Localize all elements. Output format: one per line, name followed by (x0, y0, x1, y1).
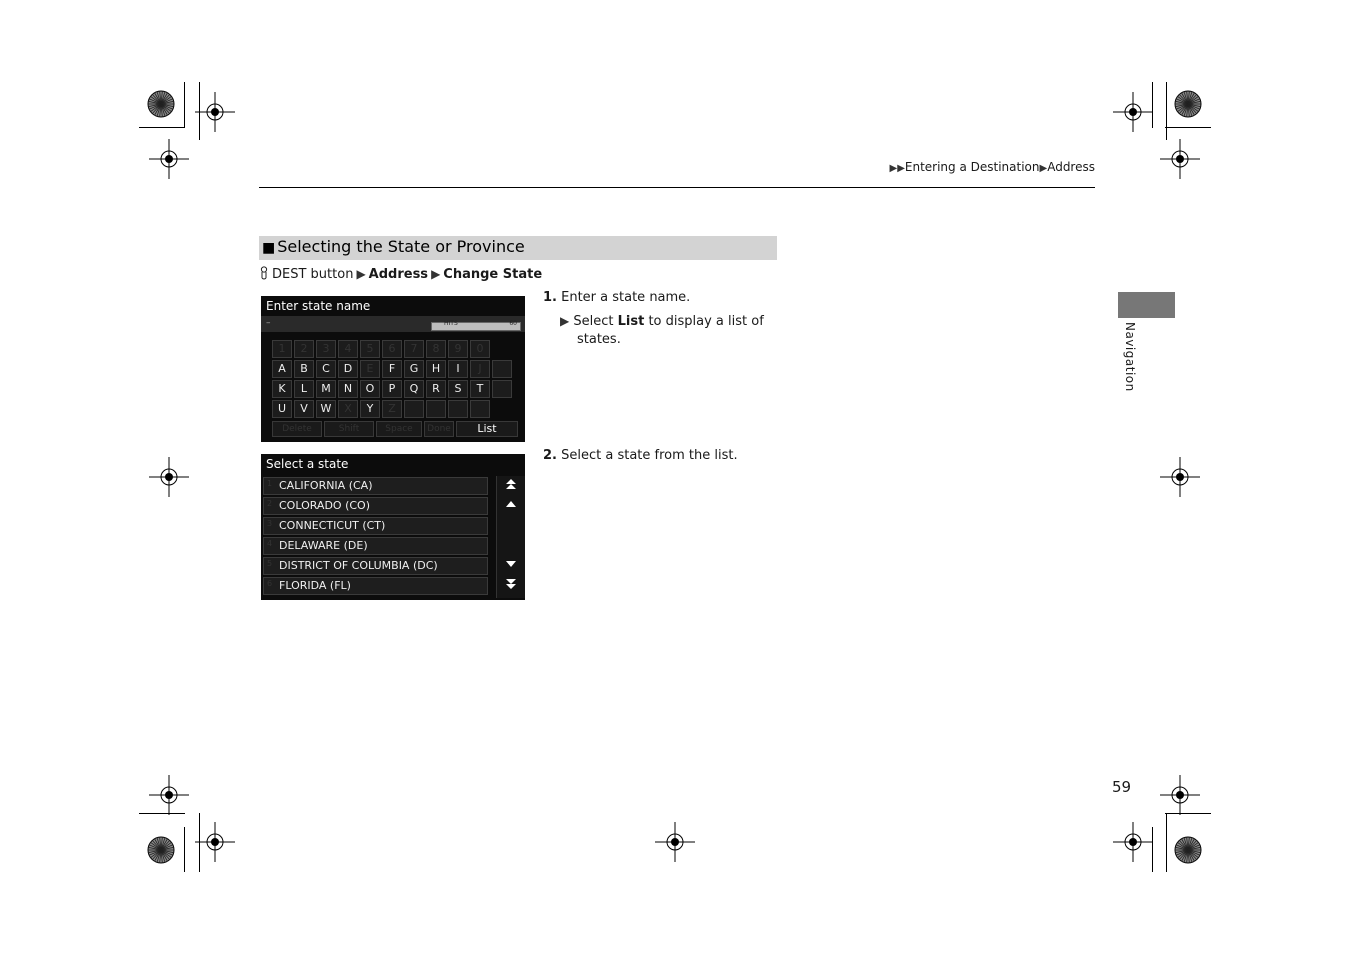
letter-key[interactable]: I (448, 360, 468, 378)
keyboard-screenshot (261, 296, 525, 442)
step-1 (543, 290, 690, 305)
letter-key[interactable]: V (294, 400, 314, 418)
letter-key[interactable]: U (272, 400, 292, 418)
hits-count: 60 (509, 320, 517, 327)
letter-key (426, 400, 446, 418)
letter-key (404, 400, 424, 418)
state-list-item-name: DELAWARE (DE) (279, 539, 368, 552)
crop-line (139, 813, 185, 814)
letter-key[interactable]: T (470, 380, 490, 398)
substep-bold: List (617, 314, 645, 329)
step-1-number: 1. (543, 290, 557, 305)
crop-line (1166, 813, 1167, 872)
crop-line (199, 813, 200, 872)
number-key: 0 (470, 340, 490, 358)
section-tab-label: Navigation (1123, 322, 1137, 392)
path-item-change-state: Change State (443, 267, 543, 282)
substep-post: to display a list of (644, 314, 764, 329)
state-list-item-number: 3 (267, 519, 273, 528)
state-list-item-name: CALIFORNIA (CA) (279, 479, 373, 492)
letter-key[interactable]: H (426, 360, 446, 378)
registration-mark-icon (195, 92, 235, 132)
letter-key[interactable]: F (382, 360, 402, 378)
state-list-item-number: 2 (267, 499, 273, 508)
state-list-item[interactable] (263, 537, 488, 555)
crop-line (199, 82, 200, 140)
registration-mark-icon (1160, 139, 1200, 179)
crop-line (139, 127, 185, 128)
letter-key[interactable]: M (316, 380, 336, 398)
path-arrow-icon: ▶ (431, 267, 441, 281)
function-key: Done (424, 421, 454, 437)
breadcrumb (700, 160, 1095, 174)
down-arrow-icon[interactable] (499, 558, 523, 576)
crop-line (184, 827, 185, 872)
path-arrow-icon: ▶ (356, 267, 366, 281)
number-key: 9 (448, 340, 468, 358)
letter-key: X (338, 400, 358, 418)
star-target-icon (146, 835, 176, 865)
letter-key[interactable]: B (294, 360, 314, 378)
letter-key[interactable]: G (404, 360, 424, 378)
state-list-item-name: COLORADO (CO) (279, 499, 371, 512)
breadcrumb-item-entering: Entering a Destination (904, 160, 1040, 174)
number-key: 5 (360, 340, 380, 358)
hits-label: HITS (444, 320, 458, 327)
input-cursor: – (266, 318, 271, 328)
letter-key[interactable]: Y (360, 400, 380, 418)
section-tab (1118, 292, 1175, 318)
number-key: 7 (404, 340, 424, 358)
state-list-item-number: 1 (267, 479, 273, 488)
step-2-text: Select a state from the list. (561, 448, 738, 463)
letter-key[interactable]: W (316, 400, 336, 418)
letter-key: E (360, 360, 380, 378)
letter-key (492, 380, 512, 398)
list-screen-title: Select a state (266, 457, 349, 471)
star-target-icon (146, 89, 176, 119)
state-list-item-number: 4 (267, 539, 273, 548)
crop-line (1165, 813, 1211, 814)
state-list-item-name: FLORIDA (FL) (279, 579, 351, 592)
letter-key (492, 360, 512, 378)
breadcrumb-sep-icon: ▶ (1039, 163, 1048, 174)
letter-key[interactable]: R (426, 380, 446, 398)
state-list-screenshot (261, 454, 525, 600)
state-list-item-name: CONNECTICUT (CT) (279, 519, 386, 532)
step-2 (543, 448, 738, 463)
letter-key[interactable]: A (272, 360, 292, 378)
state-list-item-name: DISTRICT OF COLUMBIA (DC) (279, 559, 438, 572)
square-bullet-icon: ■ (262, 240, 276, 256)
double-up-arrow-icon[interactable] (499, 478, 523, 496)
crop-line (184, 82, 185, 128)
keyboard-screen-title: Enter state name (266, 299, 371, 313)
state-list-item[interactable] (263, 577, 488, 595)
header-rule (259, 187, 1095, 188)
state-list-item-number: 5 (267, 559, 273, 568)
state-list-item[interactable] (263, 497, 488, 515)
letter-key[interactable]: S (448, 380, 468, 398)
path-start: DEST button (272, 267, 354, 282)
crop-line (1165, 127, 1211, 128)
registration-mark-icon (655, 822, 695, 862)
number-key: 2 (294, 340, 314, 358)
list-button[interactable]: List (456, 421, 518, 437)
step-2-number: 2. (543, 448, 557, 463)
breadcrumb-item-address: Address (1047, 160, 1095, 174)
letter-key (448, 400, 468, 418)
star-target-icon (1173, 835, 1203, 865)
letter-key[interactable]: L (294, 380, 314, 398)
crop-line (1152, 82, 1153, 128)
substep-1 (560, 314, 764, 329)
letter-key[interactable]: D (338, 360, 358, 378)
function-key: Delete (272, 421, 322, 437)
breadcrumb-arrow-icon: ▶▶ (889, 163, 905, 174)
registration-mark-icon (149, 139, 189, 179)
letter-key: Z (382, 400, 402, 418)
section-title (262, 237, 525, 256)
state-list-item[interactable] (263, 477, 488, 495)
number-key: 4 (338, 340, 358, 358)
crop-line (1166, 82, 1167, 140)
letter-key[interactable]: C (316, 360, 336, 378)
letter-key[interactable]: P (382, 380, 402, 398)
section-title-text: Selecting the State or Province (277, 237, 525, 256)
registration-mark-icon (1160, 457, 1200, 497)
path-item-address: Address (368, 267, 429, 282)
hits-indicator (431, 322, 521, 331)
substep-arrow-icon: ▶ (560, 314, 570, 328)
state-list-item[interactable] (263, 517, 488, 535)
function-key: Space (376, 421, 422, 437)
registration-mark-icon (149, 457, 189, 497)
registration-mark-icon (195, 822, 235, 862)
registration-mark-icon (149, 775, 189, 815)
crop-line (1152, 827, 1153, 872)
substep-pre: Select (573, 314, 618, 329)
number-key: 6 (382, 340, 402, 358)
state-list-item-number: 6 (267, 579, 273, 588)
substep-1-line2: states. (577, 332, 621, 347)
number-key: 1 (272, 340, 292, 358)
menu-path (259, 266, 542, 282)
letter-key[interactable]: N (338, 380, 358, 398)
state-list-item[interactable] (263, 557, 488, 575)
double-down-arrow-icon[interactable] (499, 578, 523, 596)
step-1-text: Enter a state name. (561, 290, 691, 305)
registration-mark-icon (1113, 822, 1153, 862)
letter-key[interactable]: Q (404, 380, 424, 398)
list-scrollbar[interactable] (496, 476, 525, 598)
up-arrow-icon[interactable] (499, 498, 523, 516)
number-key: 8 (426, 340, 446, 358)
letter-key: J (470, 360, 490, 378)
star-target-icon (1173, 89, 1203, 119)
keyboard-grid (272, 340, 516, 438)
number-key: 3 (316, 340, 336, 358)
function-key: Shift (324, 421, 374, 437)
menu-button-icon (259, 266, 269, 280)
registration-mark-icon (1160, 775, 1200, 815)
letter-key[interactable]: O (360, 380, 380, 398)
letter-key[interactable]: K (272, 380, 292, 398)
registration-mark-icon (1113, 92, 1153, 132)
letter-key (470, 400, 490, 418)
page-number: 59 (1112, 778, 1132, 796)
